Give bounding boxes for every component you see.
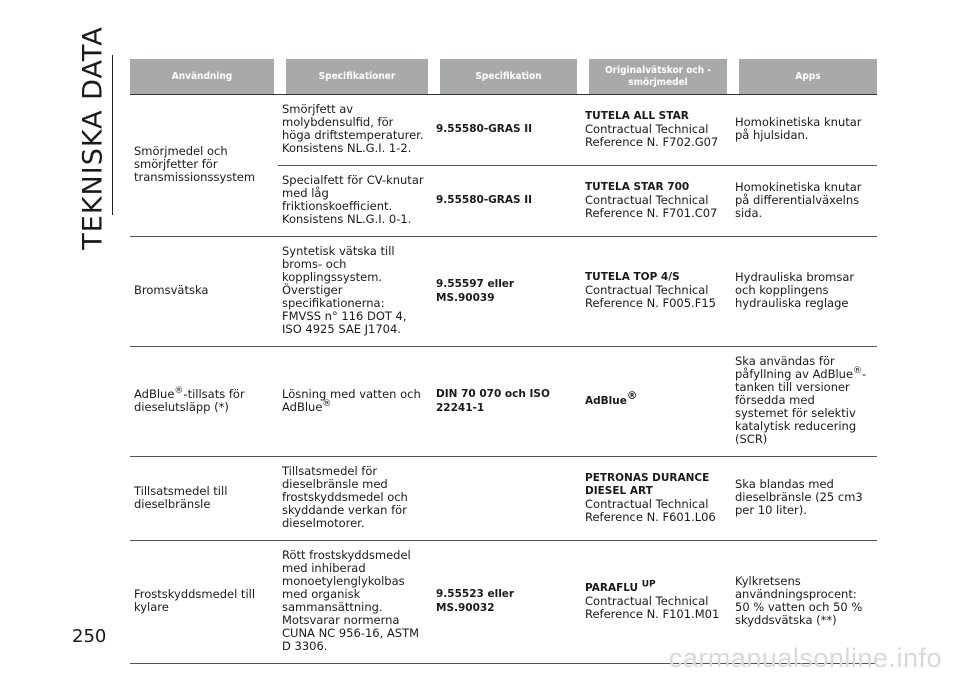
table-row — [130, 457, 877, 541]
product-name: PARAFLU $^{UP}$ — [585, 579, 656, 594]
watermark: carmanualsonline.info — [668, 643, 942, 673]
apps-cell: Ska blandas med dieselbränsle (25 cm3 per 10 liter). — [731, 457, 877, 541]
spec-text-cell: Rött frostskyddsmedel med inhiberad monoetylenglykolbas med organisk sammansättning. Motsvarar normerna CUNA NC 956-16, ASTM D 3306. — [278, 541, 432, 664]
product-cell: AdBlue® — [581, 347, 731, 457]
header-original-fluids: Originalvätskor och -smörjmedel — [581, 59, 731, 94]
table-row — [130, 237, 877, 347]
product-cell — [581, 237, 731, 347]
product-cell — [581, 95, 731, 166]
header-specification: Specifikation — [432, 59, 581, 94]
page-number: 250 — [72, 626, 107, 647]
product-reference: Contractual Technical Reference N. F005.F15 — [585, 283, 716, 310]
header-apps: Apps — [731, 59, 877, 94]
apps-cell: Homokinetiska knutar på differentialväxelns sida. — [731, 166, 877, 237]
lubricant-spec-table — [130, 59, 877, 664]
usage-cell: Bromsvätska — [130, 237, 278, 347]
spec-text-cell: Smörjfett av molybdensulfid, för höga driftstemperaturer. Konsistens NL.G.I. 1-2. — [278, 95, 432, 166]
product-reference: Contractual Technical Reference N. F702.G07 — [585, 121, 719, 149]
product-name: PETRONAS DURANCE DIESEL ART — [585, 471, 710, 497]
table-row — [130, 95, 877, 166]
apps-cell: Ska användas för påfyllning av AdBlue®-tanken till versioner försedda med systemet för selektiv katalytisk reducering (SCR) — [731, 347, 877, 457]
product-cell — [581, 457, 731, 541]
spec-code-cell: DIN 70 070 och ISO 22241-1 — [432, 347, 581, 457]
section-divider — [112, 55, 113, 215]
spec-code-cell: 9.55580-GRAS II — [432, 166, 581, 237]
product-reference: Contractual Technical Reference N. F601.L06 — [585, 496, 716, 524]
usage-cell: Frostskyddsmedel till kylare — [130, 541, 278, 664]
header-specifications: Specifikationer — [278, 59, 432, 94]
usage-cell: Smörjmedel och smörjfetter för transmissionssystem — [130, 95, 278, 237]
spec-text-cell: Lösning med vatten och AdBlue® — [278, 347, 432, 457]
apps-cell: Hydrauliska bromsar och kopplingens hydrauliska reglage — [731, 237, 877, 347]
usage-cell: AdBlue®-tillsats för dieselutsläpp (*) — [130, 347, 278, 457]
product-name: TUTELA ALL STAR — [585, 109, 689, 122]
spec-code-cell — [432, 457, 581, 541]
spec-text-cell: Specialfett för CV-knutar med låg friktionskoefficient. Konsistens NL.G.I. 0-1. — [278, 166, 432, 237]
product-reference: Contractual Technical Reference N. F101.M01 — [585, 593, 720, 621]
table-row — [130, 347, 877, 457]
spec-text-cell: Tillsatsmedel för dieselbränsle med frostskyddsmedel och skyddande verkan för dieselmotorer. — [278, 457, 432, 541]
product-name: TUTELA STAR 700 — [585, 180, 690, 193]
spec-code-cell: 9.55523 eller MS.90032 — [432, 541, 581, 664]
table-header-row — [130, 59, 877, 94]
spec-text-cell: Syntetisk vätska till broms- och kopplingssystem. Överstiger specifikationerna: FMVSS n° 116 DOT 4, ISO 4925 SAE J1704. — [278, 237, 432, 347]
header-usage: Användning — [130, 59, 278, 94]
spec-code-cell: 9.55597 eller MS.90039 — [432, 237, 581, 347]
usage-cell: Tillsatsmedel till dieselbränsle — [130, 457, 278, 541]
product-cell — [581, 166, 731, 237]
apps-cell: Kylkretsens användningsprocent: 50 % vatten och 50 % skyddsvätska (**) — [731, 541, 877, 664]
spec-code-cell: 9.55580-GRAS II — [432, 95, 581, 166]
section-title: TEKNISKA DATA — [77, 25, 109, 250]
product-reference: Contractual Technical Reference N. F701.C07 — [585, 192, 718, 220]
product-name: TUTELA TOP 4/S — [585, 271, 680, 283]
apps-cell: Homokinetiska knutar på hjulsidan. — [731, 95, 877, 166]
